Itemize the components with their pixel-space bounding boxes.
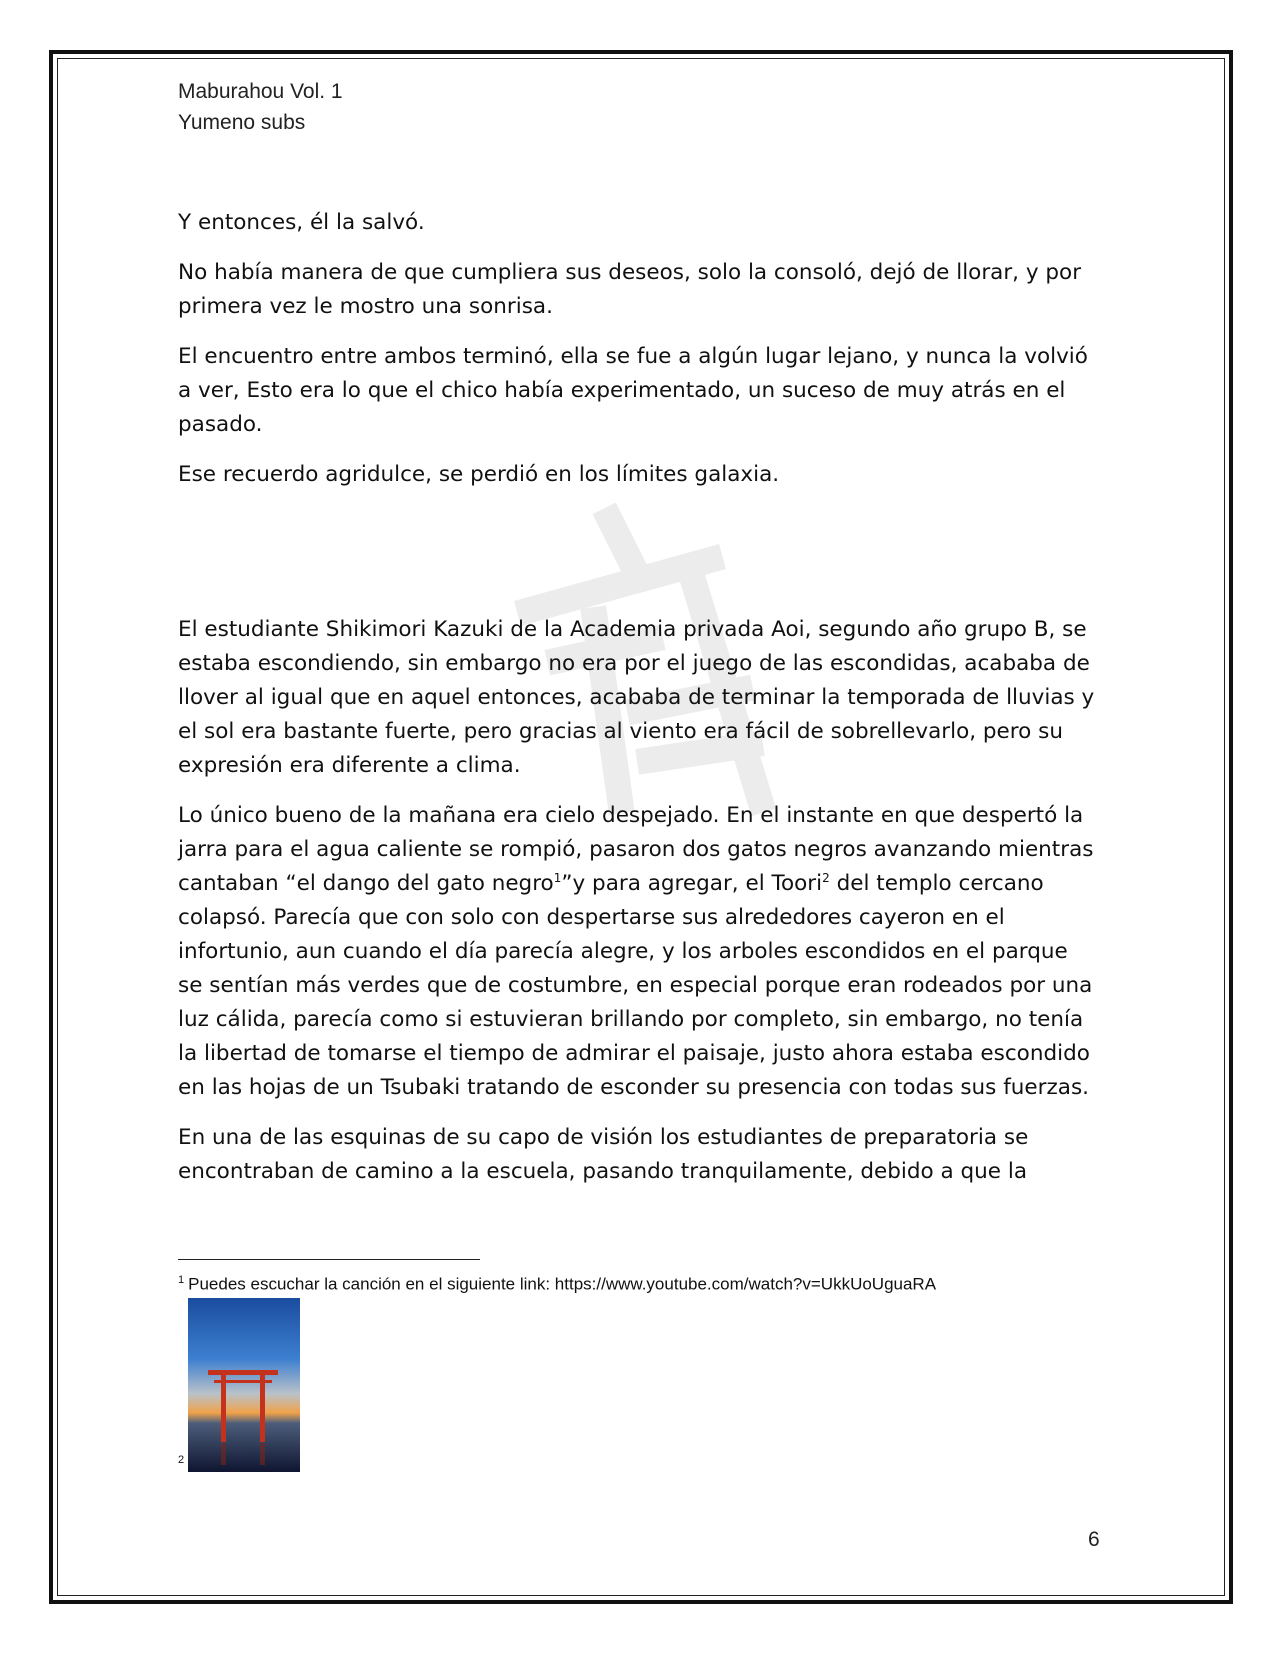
section-one bbox=[178, 206, 1098, 508]
document-header bbox=[178, 76, 343, 138]
paragraph: El estudiante Shikimori Kazuki de la Academia privada Aoi, segundo año grupo B, se estaba escondiendo, sin embargo no era por el juego de las escondidas, acababa de llover al igual que en aquel entonces, acababa de terminar la temporada de lluvias y el sol era bastante fuerte, pero gracias al viento era fácil de sobrellevarlo, pero su expresión era diferente a clima. bbox=[178, 617, 1095, 778]
paragraph-text: del templo cercano colapsó. Parecía que con solo con despertarse sus alrededores cayeron en el infortunio, aun cuando el día parecía alegre, y los arboles escondidos en el parque se sentían más verdes que de costumbre, en especial porque eran rodeados por una luz cálida, parecía como si estuvieran brillando por completo, sin embargo, no tenía la libertad de tomarse el tiempo de admirar el paisaje, justo ahora estaba escondido en las hojas de un Tsubaki tratando de esconder su presencia con todas sus fuerzas. bbox=[178, 871, 1093, 1100]
paragraph: El encuentro entre ambos terminó, ella se fue a algún lugar lejano, y nunca la volvió a ver, Esto era lo que el chico había experimentado, un suceso de muy atrás en el pasado. bbox=[178, 344, 1088, 437]
torii-gate-photo bbox=[188, 1298, 300, 1472]
paragraph-text: ”y para agregar, el Toori bbox=[561, 871, 823, 896]
paragraph: Y entonces, él la salvó. bbox=[178, 210, 425, 235]
paragraph: Ese recuerdo agridulce, se perdió en los límites galaxia. bbox=[178, 462, 780, 487]
footnote-1 bbox=[178, 1274, 936, 1295]
header-group: Yumeno subs bbox=[178, 111, 306, 134]
paragraph-with-footnotes bbox=[178, 799, 1098, 1105]
footnote-separator bbox=[178, 1259, 480, 1260]
section-two bbox=[178, 613, 1098, 1205]
footnote-1-text[interactable]: Puedes escuchar la canción en el siguiente link: https://www.youtube.com/watch?v=UkkUoUguaRA bbox=[188, 1274, 937, 1294]
footnote-ref-2[interactable]: 2 bbox=[822, 870, 830, 885]
page-number: 6 bbox=[1088, 1528, 1100, 1551]
paragraph: No había manera de que cumpliera sus deseos, solo la consoló, dejó de llorar, y por primera vez le mostro una sonrisa. bbox=[178, 260, 1082, 319]
footnote-2-number: 2 bbox=[178, 1454, 185, 1466]
paragraph-text: Lo único bueno de la mañana era cielo despejado. En el instante en que despertó la jarra para el agua caliente se rompió, pasaron dos gatos negros avanzando mientras cantaban “el dango del gato negro bbox=[178, 803, 1094, 896]
paragraph: En una de las esquinas de su capo de visión los estudiantes de preparatoria se encontraban de camino a la escuela, pasando tranquilamente, debido a que la bbox=[178, 1125, 1029, 1184]
footnote-1-number: 1 bbox=[178, 1274, 185, 1286]
footnote-ref-1[interactable]: 1 bbox=[553, 870, 562, 885]
header-title: Maburahou Vol. 1 bbox=[178, 80, 343, 103]
